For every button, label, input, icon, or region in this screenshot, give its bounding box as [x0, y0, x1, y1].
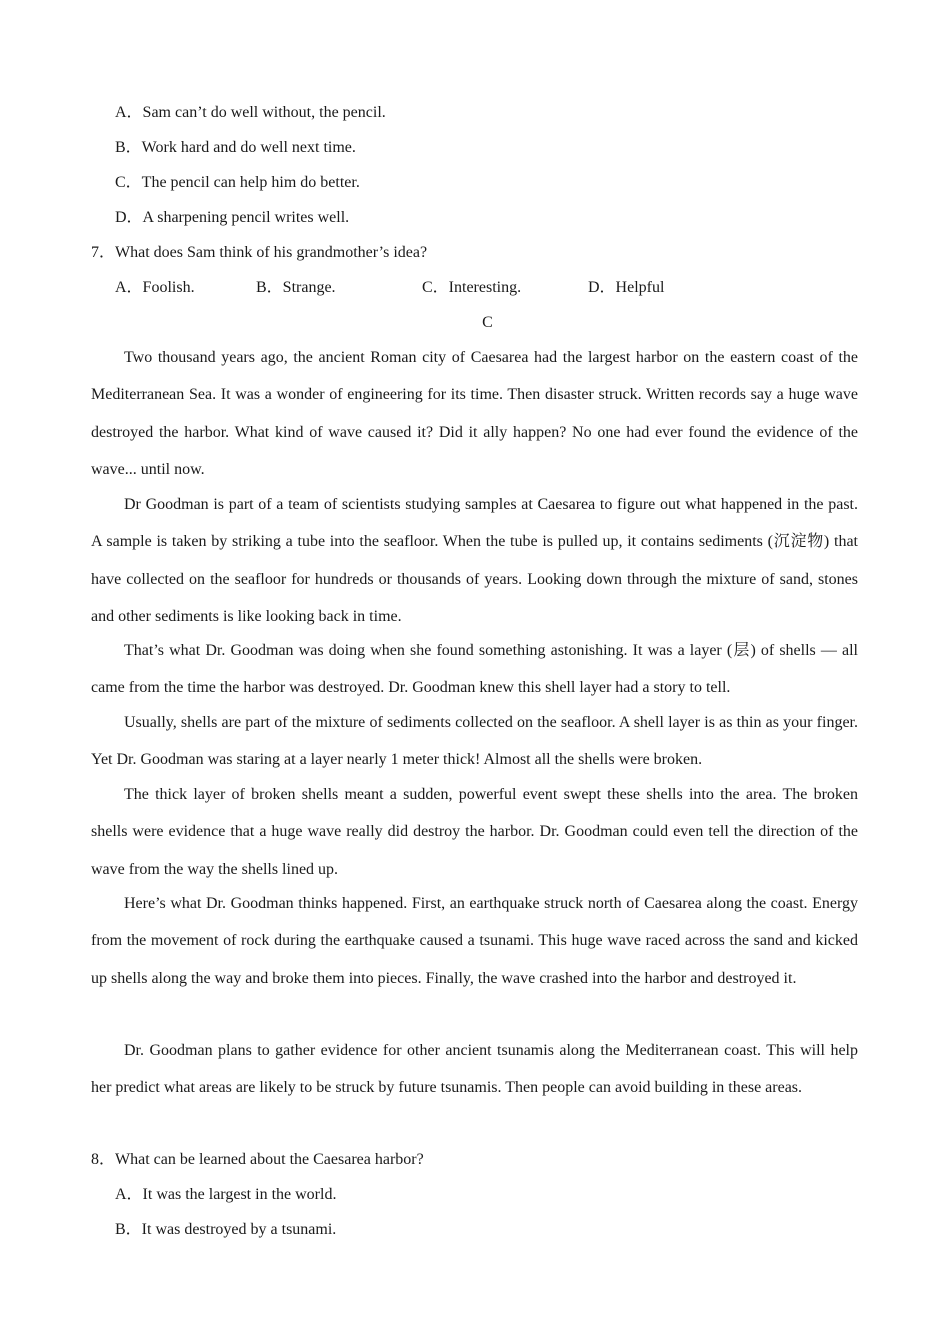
q6-option-c: C．The pencil can help him do better. [115, 174, 360, 191]
q8-option-b: B．It was destroyed by a tsunami. [115, 1221, 337, 1238]
q7-option-d: D．Helpful [588, 279, 665, 296]
q8-option-a: A．It was the largest in the world. [115, 1186, 337, 1203]
q8-question: 8．What can be learned about the Caesarea harbor? [91, 1151, 424, 1168]
passage-paragraph-6: Here’s what Dr. Goodman thinks happened. First, an earthquake struck north of Caesarea along the coast. Energy from the movement of rock during the earthquake caused a tsunami. This huge wave raced across the sand and kicked up shells along the way and broke them into pieces. Finally, the wave crashed into the harbor and destroyed it. [91, 895, 858, 987]
q7-option-b: B．Strange. [256, 279, 336, 296]
passage-paragraph-3: That’s what Dr. Goodman was doing when she found something astonishing. It was a layer (层) of shells — all came from the time the harbor was destroyed. Dr. Goodman knew this shell layer had a story to tell. [91, 642, 858, 697]
passage-paragraph-4: Usually, shells are part of the mixture of sediments collected on the seafloor. A shell layer is as thin as your finger. Yet Dr. Goodman was staring at a layer nearly 1 meter thick! Almost all the shells were broken. [91, 714, 858, 769]
q7-option-c: C．Interesting. [422, 279, 522, 296]
q6-option-d: D．A sharpening pencil writes well. [115, 209, 350, 226]
q7-option-a: A．Foolish. [115, 279, 195, 296]
passage-paragraph-7: Dr. Goodman plans to gather evidence for other ancient tsunamis along the Mediterranean coast. This will help her predict what areas are likely to be struck by future tsunamis. Then people can avoid building in these areas. [91, 1042, 858, 1097]
passage-paragraph-2: Dr Goodman is part of a team of scientists studying samples at Caesarea to figure out what happened in the past. A sample is taken by striking a tube into the seafloor. When the tube is pulled up, it contains sediments (沉淀物) that have collected on the seafloor for hundreds or thousands of years. Looking down through the mixture of sand, stones and other sediments is like looking back in time. [91, 496, 858, 625]
q6-option-b: B．Work hard and do well next time. [115, 139, 356, 156]
passage-paragraph-5: The thick layer of broken shells meant a sudden, powerful event swept these shells into the area. The broken shells were evidence that a huge wave really did destroy the harbor. Dr. Goodman could even tell the direction of the wave from the way the shells lined up. [91, 786, 858, 878]
section-label: C [482, 314, 493, 331]
passage-paragraph-1: Two thousand years ago, the ancient Roman city of Caesarea had the largest harbor on the eastern coast of the Mediterranean Sea. It was a wonder of engineering for its time. Then disaster struck. Written records say a huge wave destroyed the harbor. What kind of wave caused it? Did it ally happen? No one had ever found the evidence of the wave... until now. [91, 349, 858, 478]
q6-option-a: A．Sam can’t do well without, the pencil. [115, 104, 386, 121]
q7-question: 7．What does Sam think of his grandmother’s idea? [91, 244, 428, 261]
